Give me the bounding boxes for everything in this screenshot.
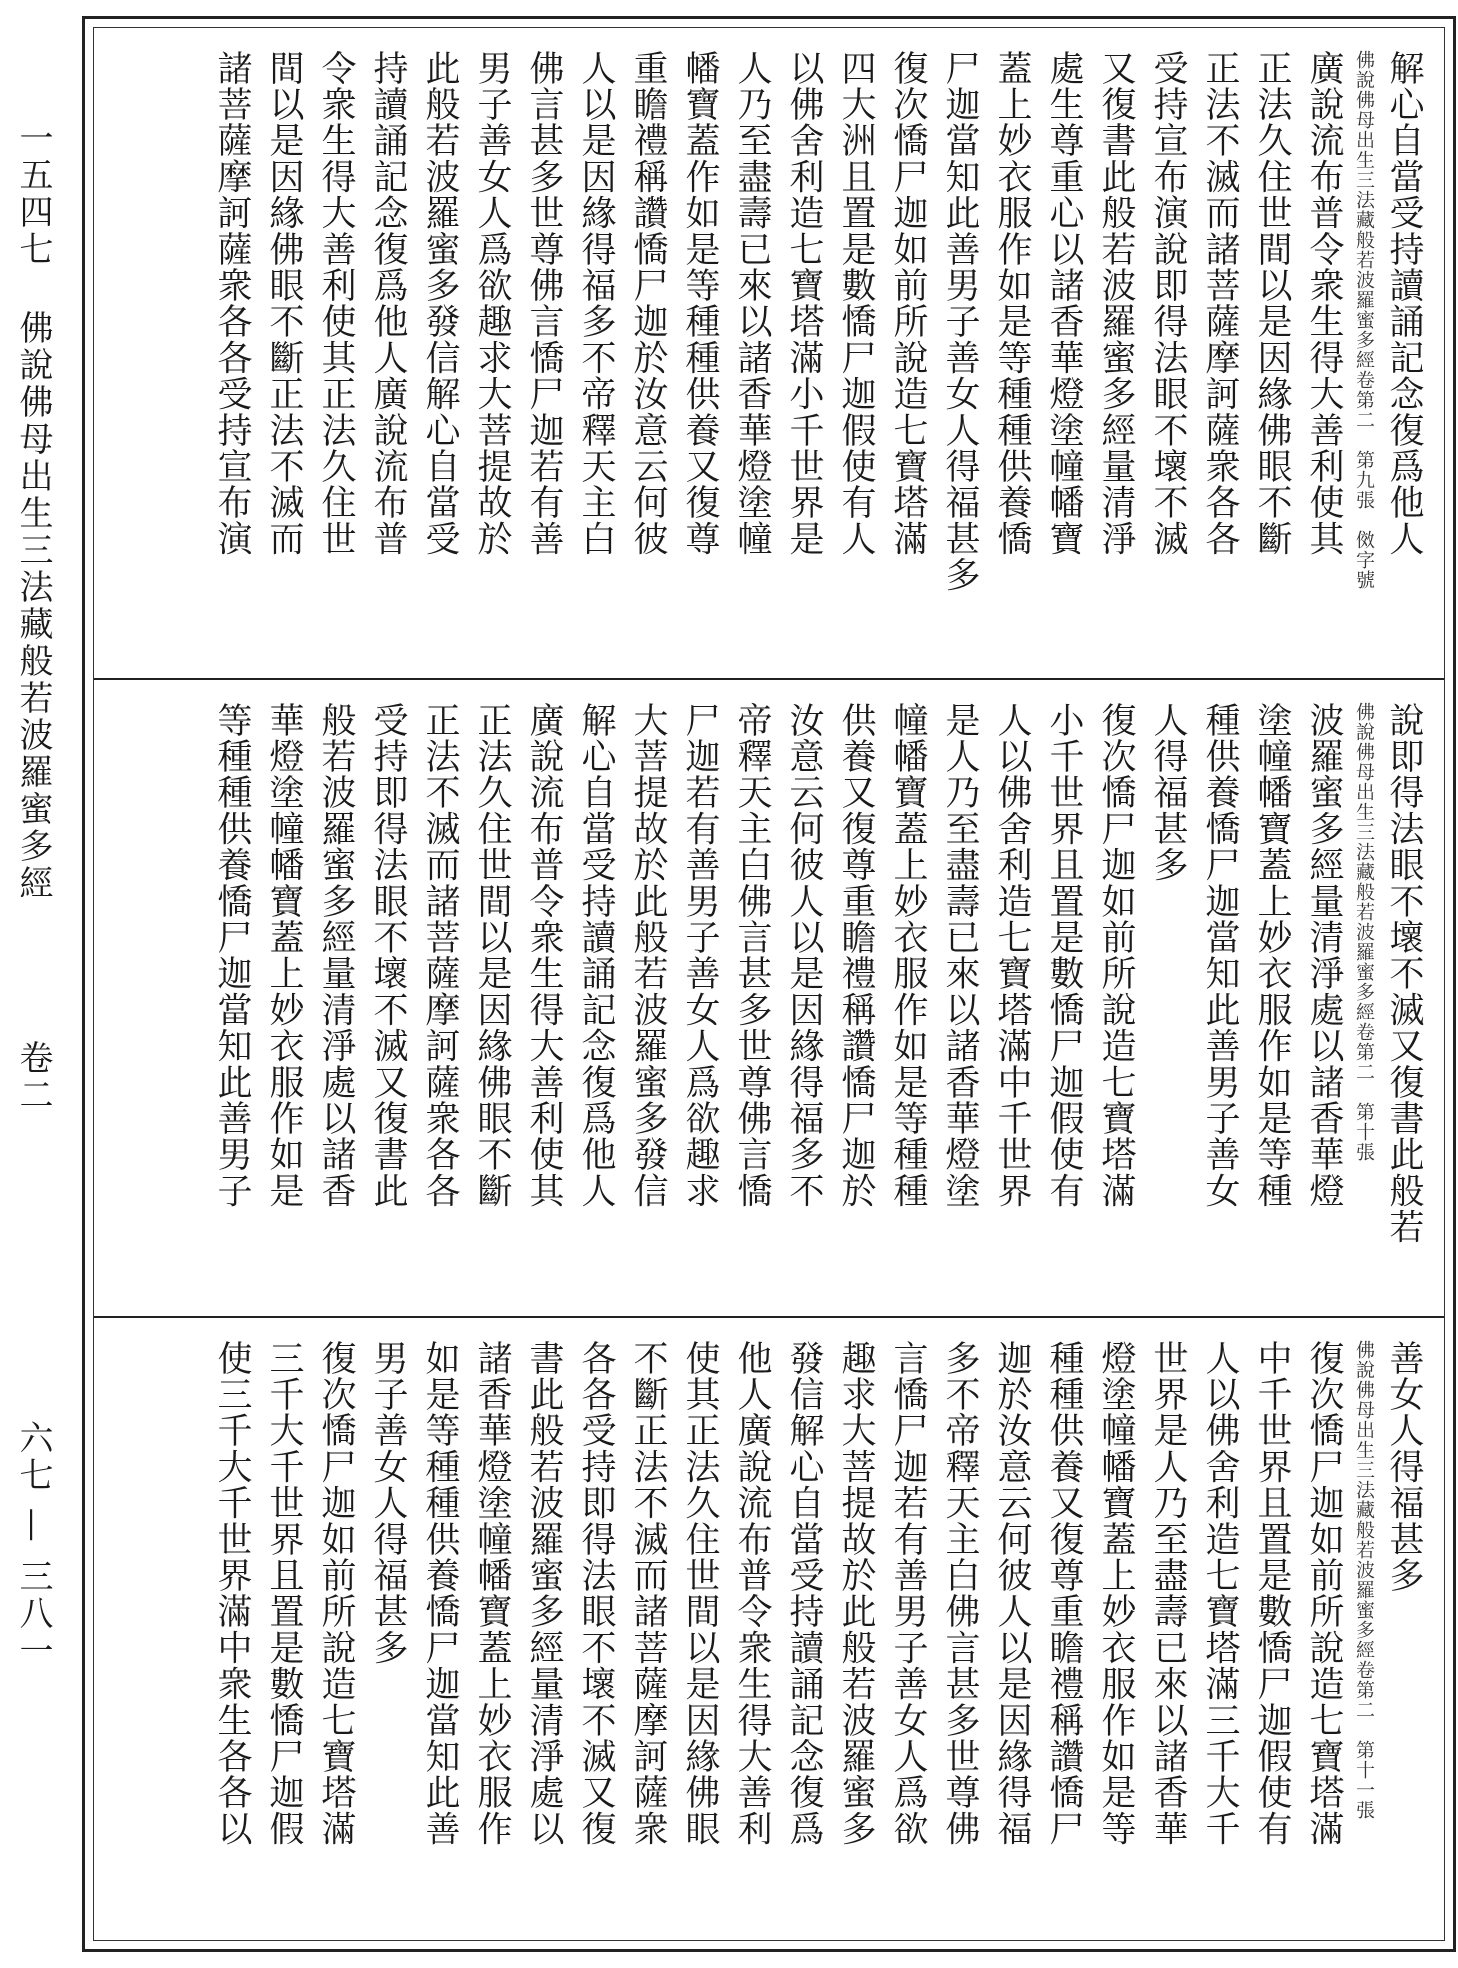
text-column: 廣說流布普令衆生得大善利使其 [524,702,564,1209]
text-column: 燈塗幢幡寶蓋上妙衣服作如是等 [1096,1340,1136,1847]
text-column: 幢幡寶蓋上妙衣服作如是等種種 [888,702,928,1209]
text-column: 以佛舍利造七寶塔滿小千世界是 [784,50,824,557]
panel-3 [94,1316,1444,1940]
text-column: 不斷正法不滅而諸菩薩摩訶薩衆 [628,1340,668,1847]
text-column: 佛言甚多世尊佛言憍尸迦若有善 [524,50,564,557]
text-column: 諸香華燈塗幢幡寶蓋上妙衣服作 [472,1340,512,1847]
text-column: 供養又復尊重瞻禮稱讚憍尸迦於 [836,702,876,1209]
text-column: 小千世界且置是數憍尸迦假使有 [1044,702,1084,1209]
text-column: 正法久住世間以是因緣佛眼不斷 [472,702,512,1209]
text-column: 他人廣說流布普令衆生得大善利 [732,1340,772,1847]
text-column: 此般若波羅蜜多發信解心自當受 [420,50,460,557]
text-column: 如是等種種供養憍尸迦當知此善 [420,1340,460,1847]
text-column: 蓋上妙衣服作如是等種種供養憍 [992,50,1032,557]
text-column: 中千世界且置是數憍尸迦假使有 [1252,1340,1292,1847]
text-column: 尸迦當知此善男子善女人得福甚多 [940,50,980,593]
text-column: 人得福甚多 [1148,702,1188,883]
text-column: 帝釋天主白佛言甚多世尊佛言憍 [732,702,772,1209]
text-columns [108,702,1430,1300]
text-column: 塗幢幡寶蓋上妙衣服作如是等種 [1252,702,1292,1209]
page-reference: 六七 — 三八一 [13,1420,53,1670]
text-columns [108,1340,1430,1922]
text-column: 復次憍尸迦如前所說造七寶塔滿 [1096,702,1136,1209]
text-column: 重瞻禮稱讚憍尸迦於汝意云何彼 [628,50,668,557]
text-column: 解心自當受持讀誦記念復爲他人 [576,702,616,1209]
text-column: 使其正法久住世間以是因緣佛眼 [680,1340,720,1847]
text-column: 令衆生得大善利使其正法久住世 [316,50,356,557]
text-column: 趣求大菩提故於此般若波羅蜜多 [836,1340,876,1847]
text-column: 說即得法眼不壞不滅又復書此般若 [1384,702,1424,1245]
text-column: 種供養憍尸迦當知此善男子善女 [1200,702,1240,1209]
text-column: 幡寶蓋作如是等種種供養又復尊 [680,50,720,557]
text-column: 多不帝釋天主白佛言甚多世尊佛 [940,1340,980,1847]
text-column: 尸迦若有善男子善女人爲欲趣求 [680,702,720,1209]
text-column: 受持即得法眼不壞不滅又復書此 [368,702,408,1209]
text-column: 波羅蜜多經量清淨處以諸香華燈 [1304,702,1344,1209]
text-column: 又復書此般若波羅蜜多經量清淨 [1096,50,1136,557]
text-column: 正法不滅而諸菩薩摩訶薩衆各各 [1200,50,1240,557]
text-column: 人以佛舍利造七寶塔滿中千世界 [992,702,1032,1209]
panel-label: 佛說佛母出生三法藏般若波羅蜜多經卷第二 第九張 傚字號 [1353,50,1375,590]
text-column: 間以是因緣佛眼不斷正法不滅而 [264,50,304,557]
text-column: 處生尊重心以諸香華燈塗幢幡寶 [1044,50,1084,557]
text-column: 正法久住世間以是因緣佛眼不斷 [1252,50,1292,557]
text-column: 人以佛舍利造七寶塔滿三千大千 [1200,1340,1240,1847]
text-column: 復次憍尸迦如前所說造七寶塔滿 [316,1340,356,1847]
text-columns [108,50,1430,660]
text-column: 汝意云何彼人以是因緣得福多不 [784,702,824,1209]
text-column: 迦於汝意云何彼人以是因緣得福 [992,1340,1032,1847]
panel-1 [94,28,1444,678]
text-column: 等種種供養憍尸迦當知此善男子 [212,702,252,1209]
text-column: 發信解心自當受持讀誦記念復爲 [784,1340,824,1847]
text-column: 各各受持即得法眼不壞不滅又復 [576,1340,616,1847]
panel-2 [94,678,1444,1318]
text-column: 男子善女人爲欲趣求大菩提故於 [472,50,512,557]
text-column: 解心自當受持讀誦記念復爲他人 [1384,50,1424,557]
text-column: 善女人得福甚多 [1384,1340,1424,1594]
text-column: 大菩提故於此般若波羅蜜多發信 [628,702,668,1209]
inner-border [93,27,1445,1941]
text-column: 受持宣布演說即得法眼不壞不滅 [1148,50,1188,557]
sheet-number: 一五四七 [13,120,53,268]
text-column: 持讀誦記念復爲他人廣說流布普 [368,50,408,557]
text-column: 復次憍尸迦如前所說造七寶塔滿 [888,50,928,557]
text-column: 般若波羅蜜多經量清淨處以諸香 [316,702,356,1209]
text-column: 人以是因緣得福多不帝釋天主白 [576,50,616,557]
panel-label: 佛說佛母出生三法藏般若波羅蜜多經卷第二 第十張 [1353,702,1375,1162]
text-column: 人乃至盡壽已來以諸香華燈塗幢 [732,50,772,557]
page-frame [82,16,1456,1952]
text-column: 三千大千世界且置是數憍尸迦假 [264,1340,304,1847]
volume-label: 卷二 [13,1040,53,1114]
text-column: 華燈塗幢幡寶蓋上妙衣服作如是 [264,702,304,1209]
text-column: 諸菩薩摩訶薩衆各各受持宣布演 [212,50,252,557]
text-column: 廣說流布普令衆生得大善利使其 [1304,50,1344,557]
text-column: 四大洲且置是數憍尸迦假使有人 [836,50,876,557]
text-column: 男子善女人得福甚多 [368,1340,408,1666]
text-column: 世界是人乃至盡壽已來以諸香華 [1148,1340,1188,1847]
text-column: 正法不滅而諸菩薩摩訶薩衆各各 [420,702,460,1209]
text-column: 是人乃至盡壽已來以諸香華燈塗 [940,702,980,1209]
text-column: 使三千大千世界滿中衆生各各以 [212,1340,252,1847]
text-column: 言憍尸迦若有善男子善女人爲欲 [888,1340,928,1847]
text-column: 書此般若波羅蜜多經量清淨處以 [524,1340,564,1847]
text-column: 復次憍尸迦如前所說造七寶塔滿 [1304,1340,1344,1847]
panel-label: 佛說佛母出生三法藏般若波羅蜜多經卷第二 第十一張 [1353,1340,1375,1820]
sutra-title: 佛說佛母出生三法藏般若波羅蜜多經 [13,310,53,902]
text-column: 種種供養又復尊重瞻禮稱讚憍尸 [1044,1340,1084,1847]
